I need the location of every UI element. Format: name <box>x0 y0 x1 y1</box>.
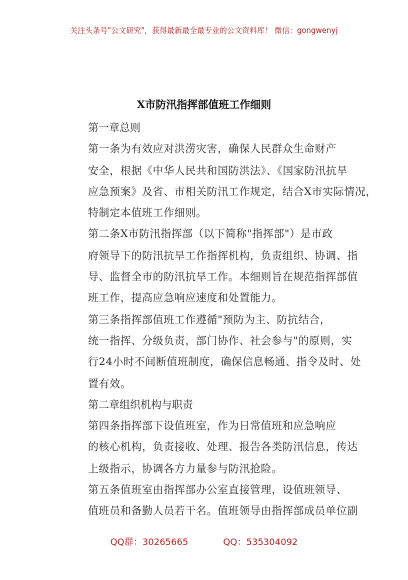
body-line: 班工作，提高应急响应速度和处置能力。 <box>88 292 283 305</box>
document-body <box>88 118 377 523</box>
chapter-heading: 第一章总则 <box>88 122 141 134</box>
body-line: 置有效。 <box>88 377 132 390</box>
body-line: 应急预案》及省、市相关防汛工作规定，结合X市实际情况， <box>88 185 377 198</box>
chapter-heading: 第二章组织机构与职责 <box>88 398 193 411</box>
body-line: 上级指示，协调各方力量参与防汛抢险。 <box>88 462 283 475</box>
body-line: 安全，根据《中华人民共和国防洪法》、《国家防汛抗旱 <box>88 164 348 177</box>
body-line: 导、监督全市的防汛抗旱工作。本细则旨在规范指挥部值 <box>88 271 358 284</box>
body-line: 特制定本值班工作细则。 <box>88 207 207 220</box>
contact-footer <box>0 535 408 548</box>
body-line: 第三条指挥部值班工作遵循"预防为主、防抗结合， <box>88 313 331 326</box>
body-line: 值班员和备勤人员若干名。值班领导由指挥部成员单位副 <box>88 505 358 518</box>
body-line: 第一条为有效应对洪涝灾害，确保人民群众生命财产 <box>88 143 337 156</box>
promo-banner: 关注头条号"公文研究"，获得最新最全最专业的公文资料库！ 微信：gongwenyj <box>70 26 338 35</box>
body-line: 统一指挥、分级负责，部门协作、社会参与"的原则，实 <box>88 334 353 347</box>
document-title: X市防汛指挥部值班工作细则 <box>136 99 272 111</box>
body-line: 行24小时不间断值班制度，确保信息畅通、指令及时、处 <box>88 356 362 369</box>
body-line: 的核心机构，负责接收、处理、报告各类防汛信息，传达 <box>88 441 358 454</box>
body-line: 第五条值班室由指挥部办公室直接管理，设值班领导、 <box>88 484 348 497</box>
body-line: 府领导下的防汛抗旱工作指挥机构，负责组织、协调、指 <box>88 249 358 262</box>
body-line: 第二条X市防汛指挥部（以下简称"指挥部"）是市政 <box>88 228 333 241</box>
body-line: 第四条指挥部下设值班室，作为日常值班和应急响应 <box>88 420 337 433</box>
qq-group-number: QQ群：30265665 <box>110 538 189 548</box>
qq-number: QQ：535304092 <box>223 538 298 548</box>
